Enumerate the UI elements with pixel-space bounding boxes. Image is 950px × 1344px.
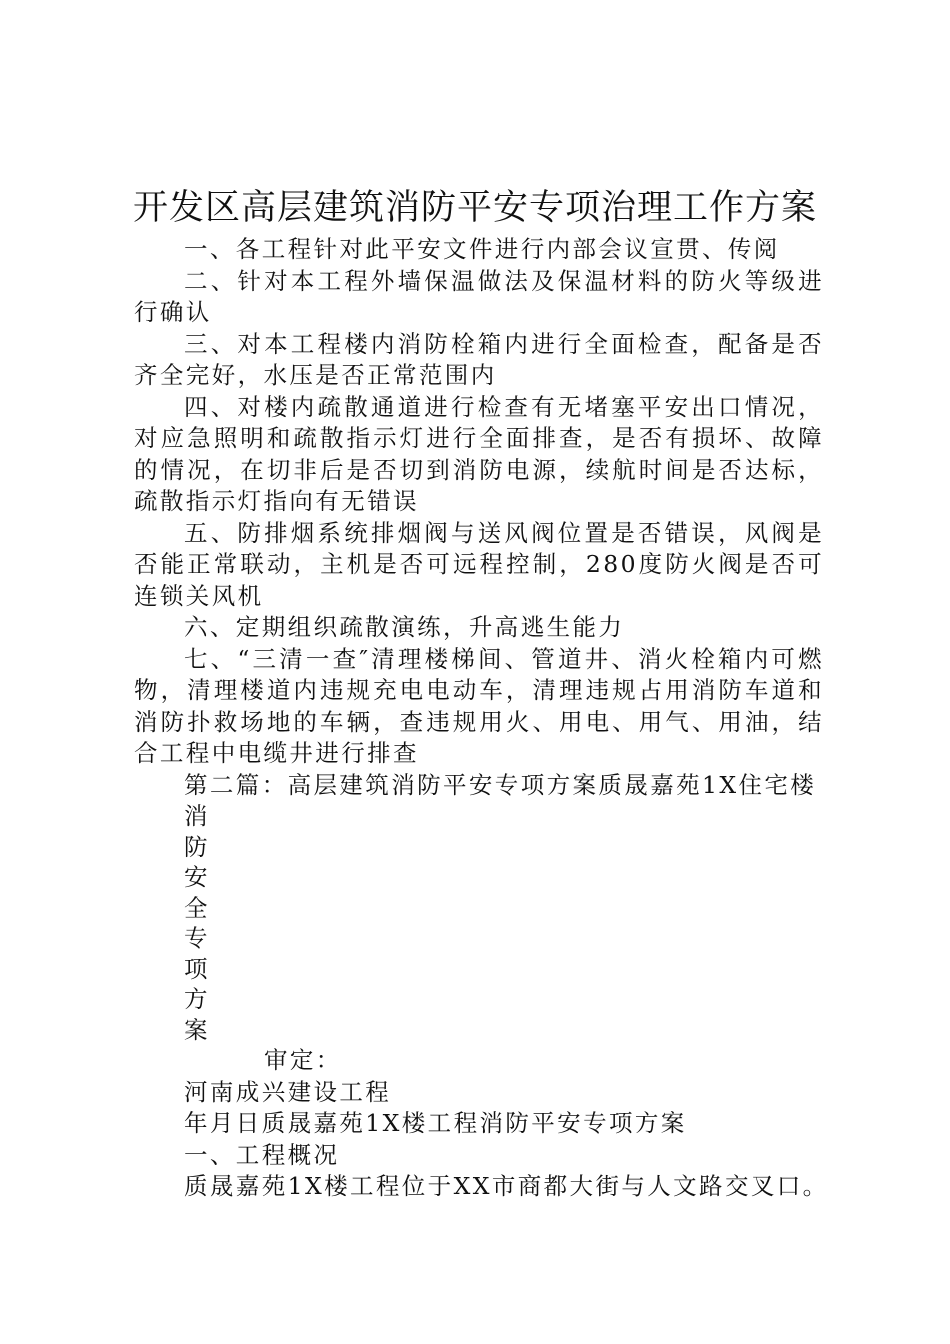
- vertical-char: 案: [184, 1015, 208, 1044]
- paragraph-2: 二、针对本工程外墙保温做法及保温材料的防火等级进行确认: [134, 266, 824, 326]
- overview-text: 质晟嘉苑1X楼工程位于XX市商都大街与人文路交叉口。: [184, 1172, 829, 1200]
- paragraph-6: 六、定期组织疏散演练，升高逃生能力: [184, 613, 625, 641]
- vertical-title: [134, 801, 214, 1045]
- reviewer-label: 审定：: [264, 1046, 342, 1074]
- company-name: 河南成兴建设工程: [184, 1077, 392, 1106]
- vertical-char: 方: [184, 985, 208, 1013]
- vertical-char: 防: [184, 832, 208, 861]
- vertical-char: 安: [184, 863, 208, 891]
- paragraph-7: 七、“三清一查″清理楼梯间、管道井、消火栓箱内可燃物，清理楼道内违规充电电动车，清理违规占用消防车道和消防扑救场地的车辆，查违规用火、用电、用气、用油，结合工程中电缆井进行排查: [134, 644, 824, 767]
- second-chapter-heading: 第二篇：高层建筑消防平安专项方案质晟嘉苑1X住宅楼: [184, 770, 817, 799]
- vertical-char: 专: [184, 924, 208, 952]
- document-body: [134, 234, 829, 1203]
- document-title: 开发区高层建筑消防平安专项治理工作方案: [132, 188, 817, 228]
- paragraph-5: 五、防排烟系统排烟阀与送风阀位置是否错误，风阀是否能正常联动，主机是否可远程控制，280度防火阀是否可连锁关风机: [134, 518, 824, 610]
- paragraph-3: 三、对本工程楼内消防栓箱内进行全面检查，配备是否齐全完好，水压是否正常范围内: [134, 329, 824, 389]
- vertical-char: 消: [184, 802, 208, 830]
- section-heading: 一、工程概况: [184, 1140, 340, 1169]
- paragraph-4: 四、对楼内疏散通道进行检查有无堵塞平安出口情况，对应急照明和疏散指示灯进行全面排查，是否有损坏、故障的情况，在切非后是否切到消防电源，续航时间是否达标，疏散指示灯指向有无错误: [134, 392, 824, 515]
- paragraph-1: 一、各工程针对此平安文件进行内部会议宣贯、传阅: [184, 235, 780, 263]
- vertical-char: 项: [184, 954, 208, 983]
- vertical-char: 全: [184, 893, 208, 922]
- date-line: 年月日质晟嘉苑1X楼工程消防平安专项方案: [184, 1109, 687, 1137]
